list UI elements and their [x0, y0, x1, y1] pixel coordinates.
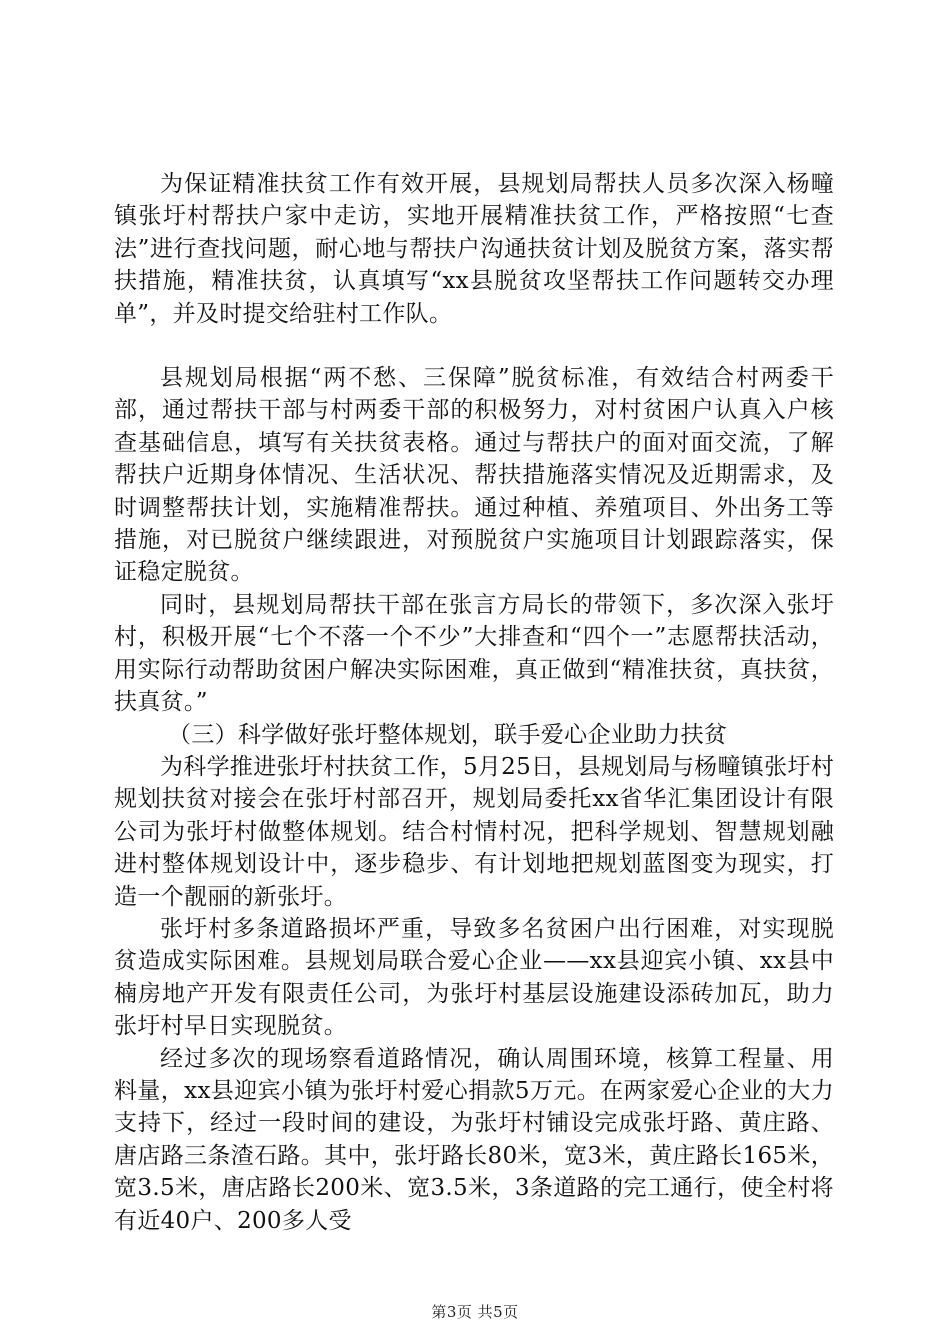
paragraph-volunteer: 同时，县规划局帮扶干部在张言方局长的带领下，多次深入张圩村，积极开展“七个不落一个不少”大排查和“四个一”志愿帮扶活动，用实际行动帮助贫困户解决实际困难，真正做到“精准扶贫，真扶贫，扶真贫。”: [114, 591, 834, 716]
section-heading: （三）科学做好张圩整体规划，联手爱心企业助力扶贫: [168, 721, 728, 748]
paragraph-donation: 经过多次的现场察看道路情况，确认周围环境，核算工程量、用料量，xx县迎宾小镇为张圩村爱心捐款5万元。在两家爱心企业的大力支持下，经过一段时间的建设，为张圩村铺设完成张圩路、黄庄路、唐店路三条渣石路。其中，张圩路长80米，宽3米，黄庄路长165米，宽3.5米，唐店路长200米、宽3.5米，3条道路的完工通行，使全村将有近40户、200多人受: [114, 1045, 834, 1234]
paragraph-fieldwork: 为保证精准扶贫工作有效开展，县规划局帮扶人员多次深入杨疃镇张圩村帮扶户家中走访，实地开展精准扶贫工作，严格按照“七查法”进行查找问题，耐心地与帮扶户沟通扶贫计划及脱贫方案，落实帮扶措施，精准扶贫，认真填写“xx县脱贫攻坚帮扶工作问题转交办理单”，并及时提交给驻村工作队。: [114, 171, 834, 327]
paragraph-roads: 张圩村多条道路损坏严重，导致多名贫困户出行困难，对实现脱贫造成实际困难。县规划局联合爱心企业——xx县迎宾小镇、xx县中楠房地产开发有限责任公司，为张圩村基层设施建设添砖加瓦，助力张圩村早日实现脱贫。: [114, 915, 834, 1040]
paragraph-planning: 为科学推进张圩村扶贫工作，5月25日，县规划局与杨疃镇张圩村规划扶贫对接会在张圩村部召开，规划局委托xx省华汇集团设计有限公司为张圩村做整体规划。结合村情村况，把科学规划、智慧规划融进村整体规划设计中，逐步稳步、有计划地把规划蓝图变为现实，打造一个靓丽的新张圩。: [114, 753, 834, 910]
paragraph-standards: 县规划局根据“两不愁、三保障”脱贫标准，有效结合村两委干部，通过帮扶干部与村两委干部的积极努力，对村贫困户认真入户核查基础信息，填写有关扶贫表格。通过与帮扶户的面对面交流，了解帮扶户近期身体情况、生活状况、帮扶措施落实情况及近期需求，及时调整帮扶计划，实施精准帮扶。通过种植、养殖项目、外出务工等措施，对已脱贫户继续跟进，对预脱贫户实施项目计划跟踪落实，保证稳定脱贫。: [114, 365, 834, 586]
document-body: [114, 168, 834, 1237]
page-number-footer: 第3页 共5页: [431, 1303, 519, 1321]
